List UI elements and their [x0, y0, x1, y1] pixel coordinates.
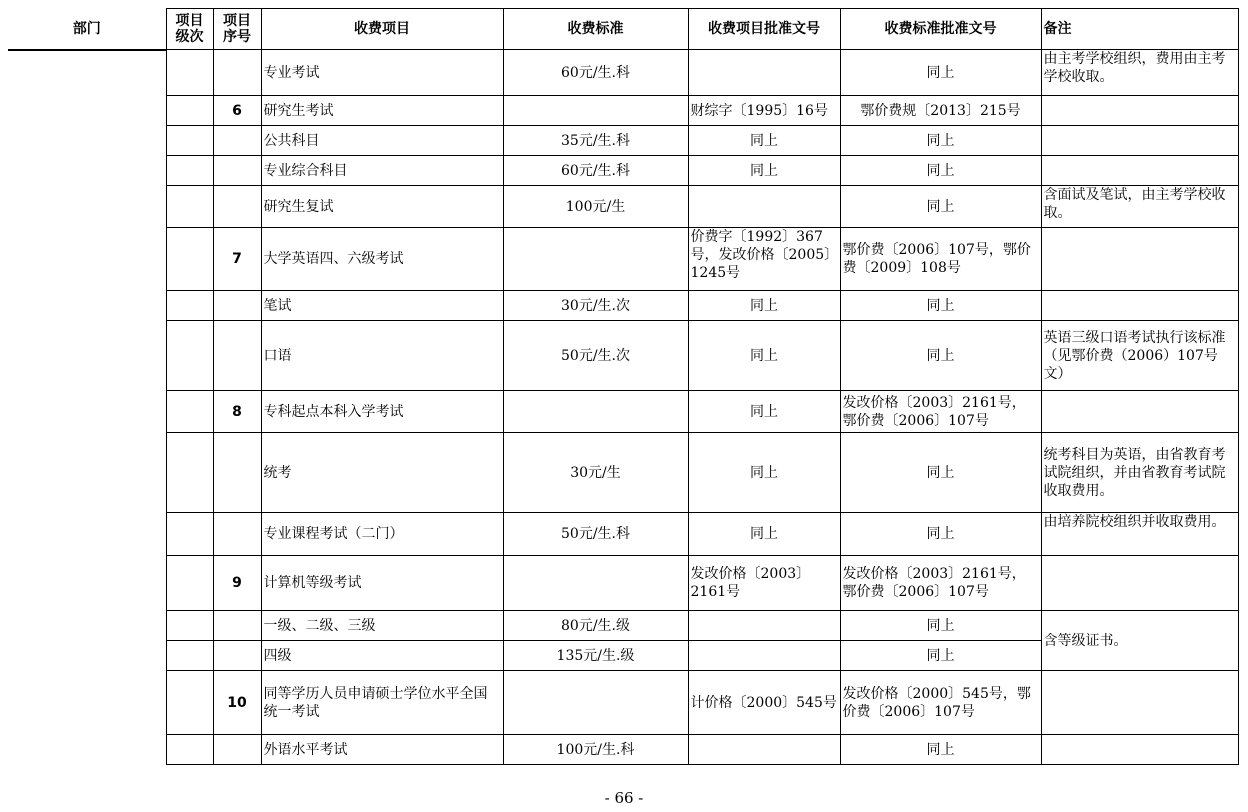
item-doc-cell: 同上: [688, 291, 840, 321]
standard-doc-cell: 同上: [840, 641, 1041, 671]
standard-doc-cell: 同上: [840, 513, 1041, 556]
item-doc-cell: 同上: [688, 391, 840, 433]
standard-cell: 100元/生.科: [503, 735, 688, 765]
level-cell: [166, 391, 213, 433]
level-cell: [166, 671, 213, 735]
standard-doc-cell: 发改价格〔2003〕2161号，鄂价费〔2006〕107号: [840, 391, 1041, 433]
seq-cell: [213, 611, 261, 641]
item-doc-cell: 价费字〔1992〕367号，发改价格〔2005〕1245号: [688, 228, 840, 291]
header-row: [8, 9, 1238, 50]
dept-cell: [8, 513, 166, 556]
header-level: [166, 9, 213, 50]
table-row: [8, 391, 1238, 433]
dept-cell: [8, 671, 166, 735]
table-row: [8, 126, 1238, 156]
seq-cell: [213, 291, 261, 321]
dept-cell: [8, 611, 166, 641]
table-row: [8, 156, 1238, 186]
note-cell: [1041, 291, 1238, 321]
level-cell: [166, 50, 213, 96]
standard-cell: [503, 391, 688, 433]
dept-cell: [8, 126, 166, 156]
seq-cell: 10: [213, 671, 261, 735]
note-cell: [1041, 156, 1238, 186]
standard-doc-cell: 同上: [840, 126, 1041, 156]
dept-cell: [8, 391, 166, 433]
item-doc-cell: [688, 50, 840, 96]
level-cell: [166, 641, 213, 671]
standard-doc-cell: 发改价格〔2000〕545号，鄂价费〔2006〕107号: [840, 671, 1041, 735]
standard-doc-cell: 同上: [840, 50, 1041, 96]
standard-doc-cell: 同上: [840, 186, 1041, 228]
standard-cell: [503, 671, 688, 735]
standard-doc-cell: 鄂价费规〔2013〕215号: [840, 96, 1041, 126]
item-cell: 公共科目: [261, 126, 503, 156]
level-cell: [166, 291, 213, 321]
item-doc-cell: [688, 611, 840, 641]
item-doc-cell: 同上: [688, 513, 840, 556]
standard-doc-cell: 同上: [840, 611, 1041, 641]
standard-doc-cell: 同上: [840, 321, 1041, 391]
item-cell: 同等学历人员申请硕士学位水平全国统一考试: [261, 671, 503, 735]
level-cell: [166, 735, 213, 765]
note-cell: 统考科目为英语，由省教育考试院组织，并由省教育考试院收取费用。: [1041, 433, 1238, 513]
standard-cell: 80元/生.级: [503, 611, 688, 641]
dept-cell: [8, 641, 166, 671]
dept-cell: [8, 556, 166, 611]
item-doc-cell: 发改价格〔2003〕2161号: [688, 556, 840, 611]
seq-cell: [213, 156, 261, 186]
header-item-doc: 收费项目批准文号: [688, 9, 840, 50]
seq-cell: [213, 126, 261, 156]
dept-cell: [8, 50, 166, 96]
table-row: [8, 735, 1238, 765]
note-cell: 英语三级口语考试执行该标准（见鄂价费（2006）107号文）: [1041, 321, 1238, 391]
note-cell: [1041, 96, 1238, 126]
standard-doc-cell: 同上: [840, 156, 1041, 186]
dept-cell: [8, 291, 166, 321]
level-cell: [166, 126, 213, 156]
note-cell: [1041, 671, 1238, 735]
table-row: [8, 513, 1238, 556]
level-cell: [166, 186, 213, 228]
standard-cell: 100元/生: [503, 186, 688, 228]
item-cell: 研究生考试: [261, 96, 503, 126]
seq-cell: [213, 186, 261, 228]
item-cell: 大学英语四、六级考试: [261, 228, 503, 291]
table-row: [8, 556, 1238, 611]
standard-cell: 50元/生.次: [503, 321, 688, 391]
item-doc-cell: 计价格〔2000〕545号: [688, 671, 840, 735]
seq-cell: [213, 50, 261, 96]
level-cell: [166, 556, 213, 611]
seq-cell: [213, 433, 261, 513]
standard-doc-cell: 同上: [840, 291, 1041, 321]
header-standard: 收费标准: [503, 9, 688, 50]
note-cell: [1041, 126, 1238, 156]
note-cell: [1041, 228, 1238, 291]
seq-cell: 6: [213, 96, 261, 126]
note-cell: [1041, 391, 1238, 433]
page-number: - 66 -: [604, 789, 644, 807]
header-item: 收费项目: [261, 9, 503, 50]
level-cell: [166, 433, 213, 513]
level-cell: [166, 321, 213, 391]
item-doc-cell: [688, 735, 840, 765]
item-cell: 专业课程考试（二门）: [261, 513, 503, 556]
dept-cell: [8, 228, 166, 291]
header-standard-doc: 收费标准批准文号: [840, 9, 1041, 50]
level-cell: [166, 611, 213, 641]
note-cell: [1041, 556, 1238, 611]
level-cell: [166, 156, 213, 186]
table-row: [8, 321, 1238, 391]
note-cell: 含等级证书。: [1041, 611, 1238, 671]
item-cell: 专业考试: [261, 50, 503, 96]
seq-cell: [213, 735, 261, 765]
standard-cell: 50元/生.科: [503, 513, 688, 556]
standard-cell: 135元/生.级: [503, 641, 688, 671]
level-cell: [166, 228, 213, 291]
table-row: [8, 228, 1238, 291]
standard-cell: 30元/生: [503, 433, 688, 513]
item-cell: 外语水平考试: [261, 735, 503, 765]
standard-cell: [503, 556, 688, 611]
item-cell: 一级、二级、三级: [261, 611, 503, 641]
dept-cell: [8, 186, 166, 228]
level-cell: [166, 513, 213, 556]
level-cell: [166, 96, 213, 126]
note-cell: [1041, 735, 1238, 765]
item-cell: 专业综合科目: [261, 156, 503, 186]
item-cell: 口语: [261, 321, 503, 391]
seq-cell: [213, 641, 261, 671]
dept-cell: [8, 321, 166, 391]
header-seq: [213, 9, 261, 50]
dept-cell: [8, 96, 166, 126]
header-dept: 部门: [8, 9, 166, 50]
standard-cell: 30元/生.次: [503, 291, 688, 321]
item-cell: 计算机等级考试: [261, 556, 503, 611]
item-doc-cell: 同上: [688, 156, 840, 186]
item-doc-cell: [688, 186, 840, 228]
item-doc-cell: 同上: [688, 126, 840, 156]
header-seq-label: 项目 序号: [223, 13, 251, 45]
table-row: [8, 671, 1238, 735]
standard-doc-cell: 同上: [840, 433, 1041, 513]
item-cell: 研究生复试: [261, 186, 503, 228]
note-cell: 由主考学校组织，费用由主考学校收取。: [1041, 50, 1238, 96]
standard-doc-cell: 同上: [840, 735, 1041, 765]
note-cell: 含面试及笔试，由主考学校收取。: [1041, 186, 1238, 228]
header-level-label: 项目 级次: [175, 13, 204, 45]
table-row: [8, 611, 1238, 641]
standard-cell: 60元/生.科: [503, 50, 688, 96]
seq-cell: 9: [213, 556, 261, 611]
item-doc-cell: 同上: [688, 433, 840, 513]
seq-cell: [213, 513, 261, 556]
note-cell: 由培养院校组织并收取费用。: [1041, 513, 1238, 556]
item-doc-cell: [688, 641, 840, 671]
item-doc-cell: 同上: [688, 321, 840, 391]
header-note: 备注: [1041, 9, 1238, 50]
seq-cell: 8: [213, 391, 261, 433]
item-cell: 笔试: [261, 291, 503, 321]
standard-cell: 35元/生.科: [503, 126, 688, 156]
table-row: [8, 433, 1238, 513]
item-cell: 专科起点本科入学考试: [261, 391, 503, 433]
table-row: [8, 50, 1238, 96]
dept-cell: [8, 735, 166, 765]
item-cell: 四级: [261, 641, 503, 671]
dept-cell: [8, 433, 166, 513]
item-cell: 统考: [261, 433, 503, 513]
item-doc-cell: 财综字〔1995〕16号: [688, 96, 840, 126]
seq-cell: [213, 321, 261, 391]
standard-cell: 60元/生.科: [503, 156, 688, 186]
standard-doc-cell: 鄂价费〔2006〕107号，鄂价费〔2009〕108号: [840, 228, 1041, 291]
standard-doc-cell: 发改价格〔2003〕2161号，鄂价费〔2006〕107号: [840, 556, 1041, 611]
table-row: [8, 186, 1238, 228]
seq-cell: 7: [213, 228, 261, 291]
table-row: [8, 96, 1238, 126]
dept-cell: [8, 156, 166, 186]
standard-cell: [503, 96, 688, 126]
standard-cell: [503, 228, 688, 291]
fee-table: [8, 8, 1239, 765]
table-row: [8, 291, 1238, 321]
